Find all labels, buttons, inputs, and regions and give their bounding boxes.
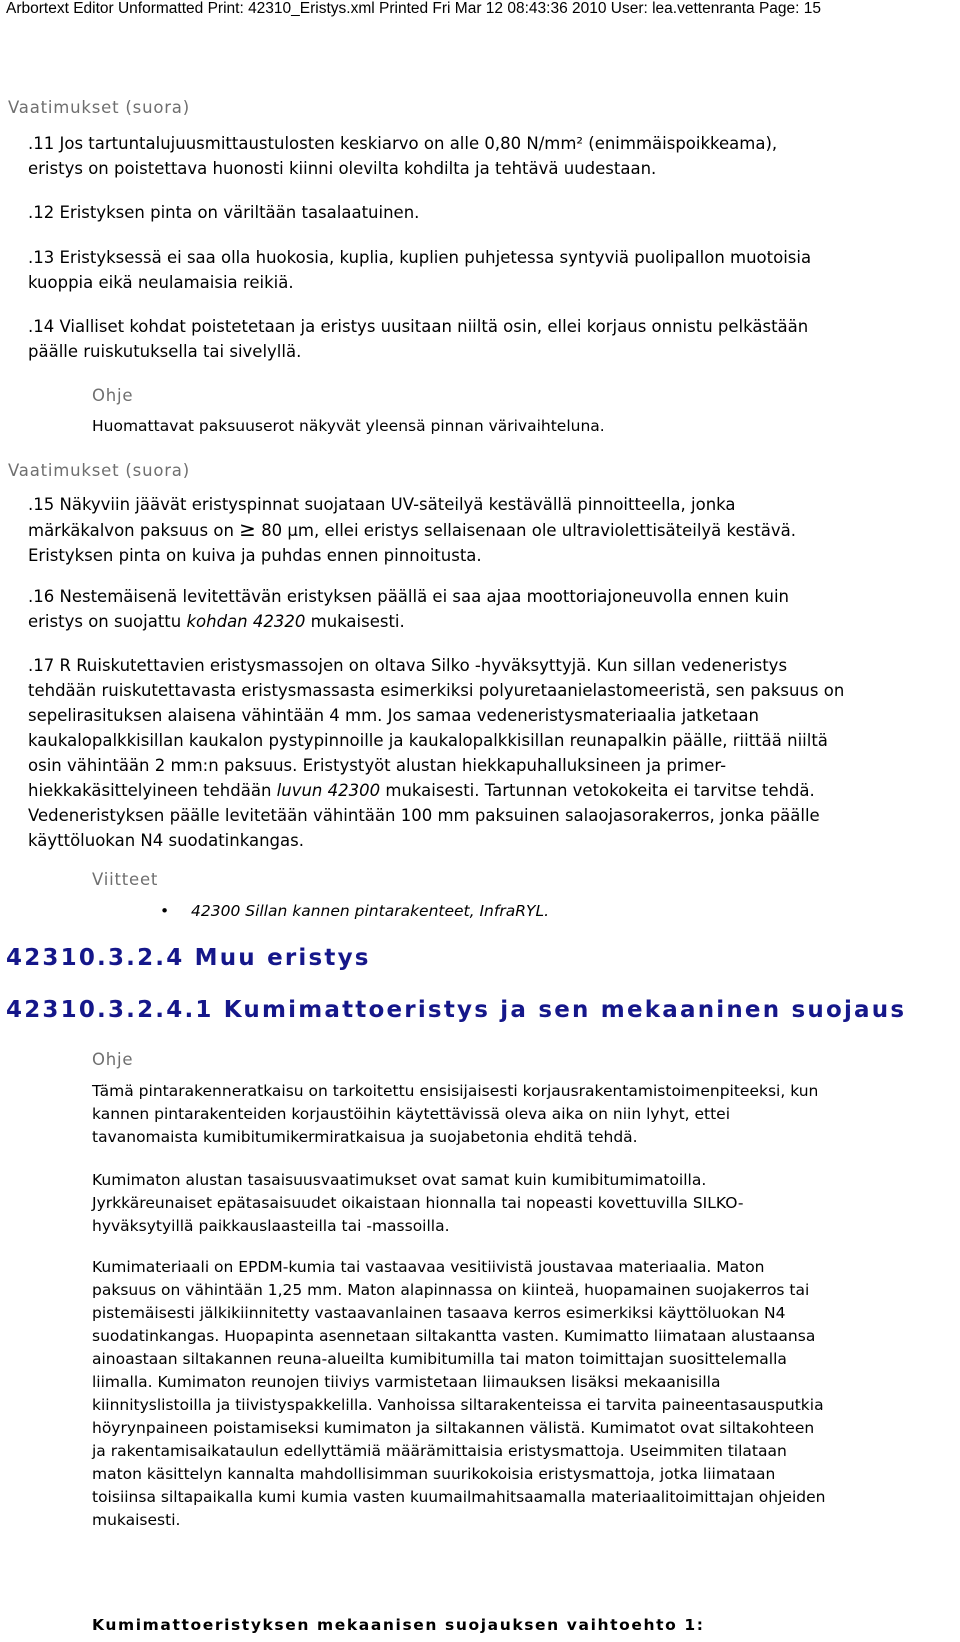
text-span: 80 µm, ellei eristys sellaisenaan ole ultraviolettisäteilyä kestävä.	[261, 521, 796, 540]
paragraph-13	[28, 245, 948, 295]
paragraph-11	[28, 131, 948, 181]
line: ainoastaan siltakannen reuna-alueilta kumibitumilla tai maton toimittajan suosittelemalla	[92, 1350, 787, 1368]
guidance-label: Ohje	[92, 1050, 134, 1069]
line: .11 Jos tartuntalujuusmittaustulosten keskiarvo on alle 0,80 N/mm² (enimmäispoikkeama),	[28, 134, 778, 153]
text-span: mukaisesti.	[310, 612, 405, 631]
guidance-label: Ohje	[92, 386, 134, 405]
line: ja rakentamisaikataulun edellyttämiä määrämittaisia eristysmattoja. Useimmiten tilataan	[92, 1442, 787, 1460]
line: .17 R Ruiskutettavien eristysmassojen on oltava Silko -hyväksyttyjä. Kun sillan vedeneristys	[28, 656, 788, 675]
line: osin vähintään 2 mm:n paksuus. Eristystyöt alustan hiekkapuhalluksineen ja primer-	[28, 756, 727, 775]
line: toisiinsa siltapaikalla kumi kumia vasten kuumailmahitsaamalla materiaalitoimittajan ohjeiden	[92, 1488, 826, 1506]
line: kiinnityslistoilla ja tiivistyspakkelilla. Vanhoissa siltarakenteissa ei tarvita paineentasausputkia	[92, 1396, 824, 1414]
paragraph-12: .12 Eristyksen pinta on väriltään tasalaatuinen.	[28, 203, 420, 222]
line	[28, 609, 953, 634]
line: kuoppia eikä neulamaisia reikiä.	[28, 273, 294, 292]
line: pistemäisesti jälkikiinnitetty vastaavanlainen tasaava kerros esimerkiksi käyttöluokan N4	[92, 1304, 786, 1322]
line: tehdään ruiskutettavasta eristysmassasta esimerkiksi polyuretaanielastomeeristä, sen paksuus on	[28, 681, 845, 700]
requirements-label: Vaatimukset (suora)	[8, 98, 190, 117]
text-span: hiekkakäsittelyineen tehdään	[28, 781, 272, 800]
chapter-reference: luvun 42300	[276, 781, 381, 800]
line: .15 Näkyviin jäävät eristyspinnat suojataan UV-säteilyä kestävällä pinnoitteella, jonka	[28, 495, 736, 514]
line: maton käsittelyn kannalta mahdollisimman suurikokoisia eristysmattoja, jotka liimataan	[92, 1465, 776, 1483]
reference-link[interactable]: 42300 Sillan kannen pintarakenteet, InfraRYL.	[191, 902, 550, 920]
line: Tämä pintarakenneratkaisu on tarkoitettu ensisijaisesti korjausrakentamistoimenpiteeksi, kun	[92, 1082, 819, 1100]
section-heading: 42310.3.2.4 Muu eristys	[6, 945, 371, 971]
line: .16 Nestemäisenä levitettävän eristyksen päällä ei saa ajaa moottoriajoneuvolla ennen kuin	[28, 587, 790, 606]
requirements-label: Vaatimukset (suora)	[8, 461, 190, 480]
line: .14 Vialliset kohdat poistetetaan ja eristys uusitaan niiltä osin, ellei korjaus onnistu pelkästään	[28, 317, 809, 336]
line: hyväksytyillä paikkauslaasteilla tai -massoilla.	[92, 1217, 450, 1235]
greater-or-equal-symbol: ≥	[239, 517, 256, 541]
bullet-icon: •	[160, 902, 170, 920]
line: eristys on poistettava huonosti kiinni olevilta kohdilta ja tehtävä uudestaan.	[28, 159, 657, 178]
line: höyrynpaineen poistamiseksi kumimaton ja siltakannen välistä. Kumimatot ovat siltakohteen	[92, 1419, 815, 1437]
line: suodatinkangas. Huopapinta asennetaan siltakantta vasten. Kumimatto liimataan alustaansa	[92, 1327, 816, 1345]
line	[28, 517, 953, 543]
line: mukaisesti.	[92, 1511, 181, 1529]
line: Kumimaton alustan tasaisuusvaatimukset ovat samat kuin kumibitumimatoilla.	[92, 1171, 707, 1189]
line: päälle ruiskutuksella tai sivelyllä.	[28, 342, 302, 361]
paragraph-15	[28, 492, 953, 568]
text-span: eristys on suojattu	[28, 612, 182, 631]
line: Jyrkkäreunaiset epätasaisuudet oikaistaan hionnalla tai nopeasti kovettuvilla SILKO-	[92, 1194, 744, 1212]
protection-option-heading: Kumimattoeristyksen mekaanisen suojauksen vaihtoehto 1:	[92, 1616, 705, 1634]
paragraph-14	[28, 314, 948, 364]
line: Vedeneristyksen päälle levitetään vähintään 100 mm paksuinen salaojasorakerros, jonka päälle	[28, 806, 820, 825]
guidance-paragraph-1	[92, 1080, 942, 1149]
line: liimalla. Kumimaton reunojen tiiviys varmistetaan liimauksen lisäksi mekaanisilla	[92, 1373, 721, 1391]
line: paksuus on vähintään 1,25 mm. Maton alapinnassa on kiinteä, huopamainen suojakerros tai	[92, 1281, 810, 1299]
line: Eristyksen pinta on kuiva ja puhdas ennen pinnoitusta.	[28, 546, 482, 565]
section-reference: kohdan 42320	[186, 612, 306, 631]
text-span: mukaisesti. Tartunnan vetokokeita ei tarvitse tehdä.	[385, 781, 815, 800]
line: tavanomaista kumibitumikermiratkaisua ja suojabetonia ehditä tehdä.	[92, 1128, 638, 1146]
guidance-paragraph-2	[92, 1169, 942, 1238]
line: käyttöluokan N4 suodatinkangas.	[28, 831, 304, 850]
subsection-heading: 42310.3.2.4.1 Kumimattoeristys ja sen mekaaninen suojaus	[6, 997, 907, 1023]
line: .13 Eristyksessä ei saa olla huokosia, kuplia, kuplien puhjetessa syntyviä puolipallon muotoisia	[28, 248, 812, 267]
references-label: Viitteet	[92, 870, 159, 889]
line: kannen pintarakenteiden korjaustöihin käytettävissä oleva aika on niin lyhyt, ettei	[92, 1105, 731, 1123]
line: kaukalopalkkisillan kaukalon pystypinnoille ja kaukalopalkkisillan reunapalkin päälle, riittää niiltä	[28, 731, 828, 750]
paragraph-17	[28, 653, 956, 853]
line: Kumimateriaali on EPDM-kumia tai vastaavaa vesitiivistä joustavaa materiaalia. Maton	[92, 1258, 765, 1276]
line	[28, 778, 956, 803]
print-header: Arbortext Editor Unformatted Print: 42310_Eristys.xml Printed Fri Mar 12 08:43:36 2010 User: lea.vettenranta Page: 15	[6, 0, 822, 17]
guidance-paragraph-3	[92, 1256, 952, 1532]
guidance-text: Huomattavat paksuuserot näkyvät yleensä pinnan värivaihteluna.	[92, 417, 605, 435]
text-span: märkäkalvon paksuus on	[28, 521, 234, 540]
paragraph-16	[28, 584, 953, 634]
line: sepelirasituksen alaisena vähintään 4 mm. Jos samaa vedeneristysmateriaalia jatketaan	[28, 706, 759, 725]
